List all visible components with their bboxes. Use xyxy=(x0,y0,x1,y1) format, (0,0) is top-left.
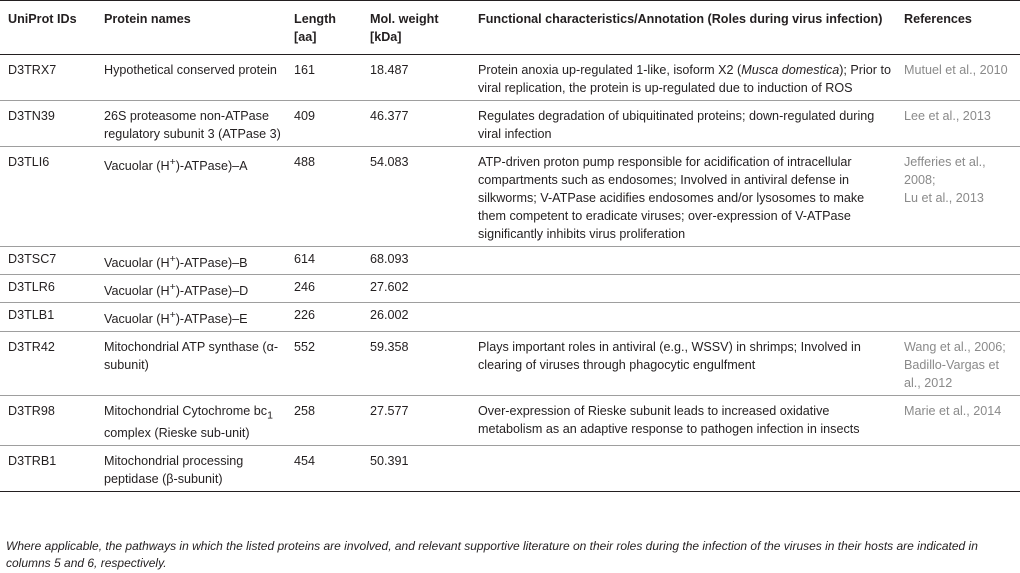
table-row xyxy=(0,247,1020,275)
cell-weight: 18.487 xyxy=(364,55,472,101)
cell-id: D3TLI6 xyxy=(0,147,98,247)
header-references: References xyxy=(898,1,1020,55)
cell-function xyxy=(472,247,898,275)
table-row xyxy=(0,331,1020,395)
cell-weight: 54.083 xyxy=(364,147,472,247)
cell-reference: Lee et al., 2013 xyxy=(898,101,1020,147)
cell-length: 552 xyxy=(288,331,364,395)
table-body xyxy=(0,55,1020,492)
cell-name: Hypothetical conserved protein xyxy=(98,55,288,101)
table-row xyxy=(0,101,1020,147)
reference-line: Wang et al., 2006; xyxy=(904,339,1006,354)
cell-id: D3TLB1 xyxy=(0,303,98,331)
header-uniprot-ids: UniProt IDs xyxy=(0,1,98,55)
cell-function xyxy=(472,446,898,492)
cell-length: 161 xyxy=(288,55,364,101)
cell-function xyxy=(472,275,898,303)
function-text: ); Prior to viral replication, the protein is up-regulated due to induction of ROS xyxy=(478,63,891,95)
name-part: complex (Rieske sub-unit) xyxy=(104,426,250,441)
table-row xyxy=(0,303,1020,331)
header-mol-weight: Mol. weight [kDa] xyxy=(364,1,472,55)
name-part: Mitochondrial Cytochrome bc xyxy=(104,403,268,418)
species-name: Musca domestica xyxy=(741,63,840,77)
cell-function xyxy=(472,303,898,331)
cell-reference xyxy=(898,446,1020,492)
cell-reference xyxy=(898,147,1020,247)
table-row xyxy=(0,147,1020,247)
cell-name: Mitochondrial processing peptidase (β-subunit) xyxy=(98,446,288,492)
cell-weight: 27.577 xyxy=(364,395,472,446)
name-subscript: 1 xyxy=(267,409,273,422)
cell-length: 454 xyxy=(288,446,364,492)
table-row xyxy=(0,395,1020,446)
cell-reference: Marie et al., 2014 xyxy=(898,395,1020,446)
cell-name xyxy=(98,275,288,303)
cell-reference xyxy=(898,247,1020,275)
name-part: )-ATPase)–A xyxy=(175,159,248,174)
header-row xyxy=(0,1,1020,55)
name-part: Vacuolar (H xyxy=(104,159,170,174)
cell-weight: 59.358 xyxy=(364,331,472,395)
cell-weight: 26.002 xyxy=(364,303,472,331)
cell-reference xyxy=(898,275,1020,303)
cell-name xyxy=(98,303,288,331)
cell-function: Regulates degradation of ubiquitinated proteins; down-regulated during viral infection xyxy=(472,101,898,147)
cell-id: D3TR42 xyxy=(0,331,98,395)
cell-weight: 68.093 xyxy=(364,247,472,275)
name-part: )-ATPase)–B xyxy=(175,256,248,271)
name-superscript: + xyxy=(169,253,176,265)
cell-weight: 46.377 xyxy=(364,101,472,147)
name-part: Vacuolar (H xyxy=(104,312,170,327)
cell-function: Plays important roles in antiviral (e.g., WSSV) in shrimps; Involved in clearing of viruses through phagocytic engulfment xyxy=(472,331,898,395)
header-functional-characteristics: Functional characteristics/Annotation (Roles during virus infection) xyxy=(472,1,898,55)
cell-length: 409 xyxy=(288,101,364,147)
name-part: )-ATPase)–E xyxy=(175,312,248,327)
cell-length: 488 xyxy=(288,147,364,247)
cell-function: Over-expression of Rieske subunit leads to increased oxidative metabolism as an adaptive response to pathogen infection in insects xyxy=(472,395,898,446)
cell-id: D3TSC7 xyxy=(0,247,98,275)
cell-name xyxy=(98,247,288,275)
name-superscript: + xyxy=(169,309,176,322)
cell-name: 26S proteasome non-ATPase regulatory subunit 3 (ATPase 3) xyxy=(98,101,288,147)
reference-line: Badillo-Vargas et al., 2012 xyxy=(904,357,999,390)
cell-id: D3TRX7 xyxy=(0,55,98,101)
name-part: )-ATPase)–D xyxy=(175,284,249,299)
cell-length: 258 xyxy=(288,395,364,446)
cell-name: Mitochondrial ATP synthase (α-subunit) xyxy=(98,331,288,395)
header-protein-names: Protein names xyxy=(98,1,288,55)
cell-length: 226 xyxy=(288,303,364,331)
cell-function: ATP-driven proton pump responsible for acidification of intracellular compartments such as endosomes; Involved in antiviral defense in silkworms; V-ATPase acidifies endosomes and/or lysosomes to make them competent to eradicate viruses; over-expression of V-ATPase significantly inhibits virus proliferation xyxy=(472,147,898,247)
cell-id: D3TN39 xyxy=(0,101,98,147)
table-row xyxy=(0,446,1020,492)
cell-length: 246 xyxy=(288,275,364,303)
name-part: Vacuolar (H xyxy=(104,256,170,271)
table-header xyxy=(0,1,1020,55)
header-length: Length [aa] xyxy=(288,1,364,55)
table-footnote: Where applicable, the pathways in which the listed proteins are involved, and relevant supportive literature on their roles during the infection of the viruses in their hosts are indicated in columns 5 and 6, respectively. xyxy=(6,539,978,570)
cell-reference xyxy=(898,331,1020,395)
cell-name xyxy=(98,147,288,247)
cell-id: D3TLR6 xyxy=(0,275,98,303)
cell-reference: Mutuel et al., 2010 xyxy=(898,55,1020,101)
cell-id: D3TR98 xyxy=(0,395,98,446)
table-row xyxy=(0,275,1020,303)
cell-id: D3TRB1 xyxy=(0,446,98,492)
name-superscript: + xyxy=(169,281,176,294)
cell-function xyxy=(472,55,898,101)
cell-reference xyxy=(898,303,1020,331)
table-row xyxy=(0,55,1020,101)
cell-weight: 27.602 xyxy=(364,275,472,303)
cell-length: 614 xyxy=(288,247,364,275)
name-part: Vacuolar (H xyxy=(104,284,170,299)
cell-name xyxy=(98,395,288,446)
reference-line: Lu et al., 2013 xyxy=(904,191,984,205)
cell-weight: 50.391 xyxy=(364,446,472,492)
reference-line: Jefferies et al., 2008; xyxy=(904,155,986,187)
function-text: Protein anoxia up-regulated 1-like, isoform X2 ( xyxy=(478,63,742,77)
name-superscript: + xyxy=(169,156,176,168)
